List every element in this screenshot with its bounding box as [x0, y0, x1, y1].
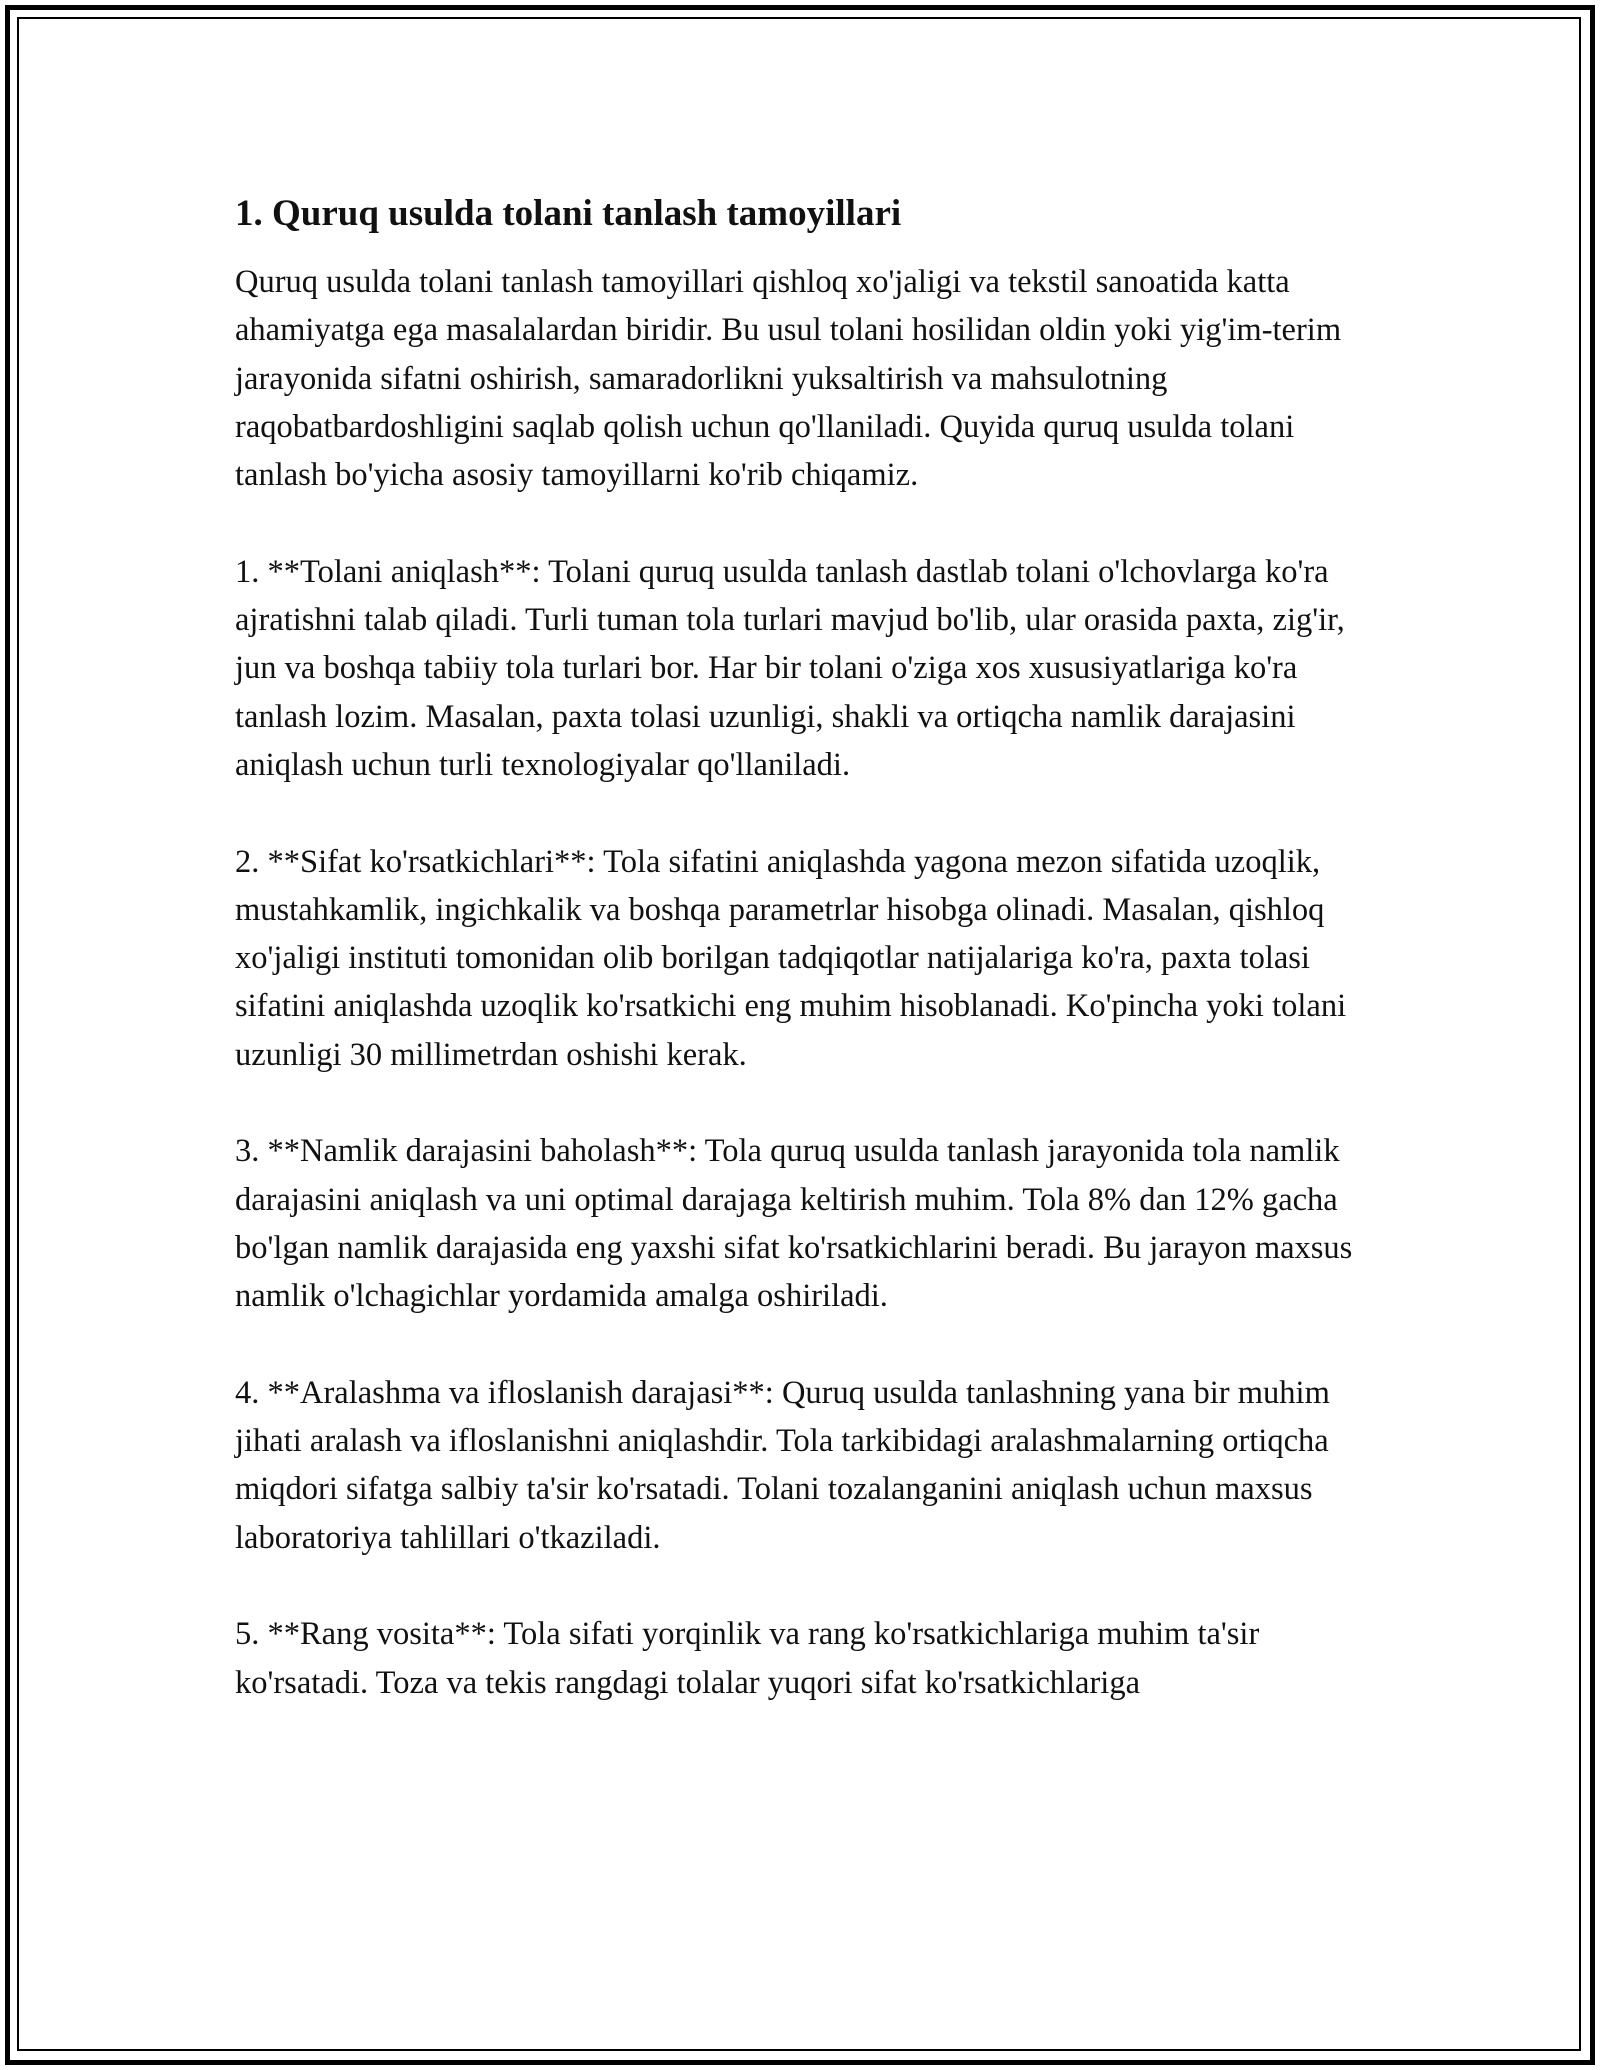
paragraph-namlik-darajasi: 3. **Namlik darajasini baholash**: Tola quruq usulda tanlash jarayonida tola namlik darajasini aniqlash va uni optimal darajaga keltirish muhim. Tola 8% dan 12% gacha bo'lgan namlik darajasida eng yaxshi sifat ko'rsatkichlarini beradi. Bu jarayon maxsus namlik o'lchagichlar yordamida amalga oshiriladi. — [235, 1133, 1353, 1315]
paragraph-rang-vosita: 5. **Rang vosita**: Tola sifati yorqinlik va rang ko'rsatkichlariga muhim ta'sir ko'rsatadi. Toza va tekis rangdagi tolalar yuqori sifat ko'rsatkichlariga — [235, 1616, 1260, 1701]
document-title: 1. Quruq usulda tolani tanlash tamoyillari — [235, 193, 902, 234]
paragraph-intro: Quruq usulda tolani tanlash tamoyillari qishloq xo'jaligi va tekstil sanoatida katta ahamiyatga ega masalalardan biridir. Bu usul tolani hosilidan oldin yoki yig'im-terim jarayonida sifatni oshirish, samaradorlikni yuksaltirish va mahsulotning raqobatbardoshligini saqlab qolish uchun qo'llaniladi. Quyida quruq usulda tolani tanlash bo'yicha asosiy tamoyillarni ko'rib chiqamiz. — [235, 264, 1342, 494]
paragraph-tolani-aniqlash: 1. **Tolani aniqlash**: Tolani quruq usulda tanlash dastlab tolani o'lchovlarga ko'ra ajratishni talab qiladi. Turli tuman tola turlari mavjud bo'lib, ular orasida paxta, zig'ir, jun va boshqa tabiiy tola turlari bor. Har bir tolani o'ziga xos xususiyatlariga ko'ra tanlash lozim. Masalan, paxta tolasi uzunligi, shakli va ortiqcha namlik darajasini aniqlash uchun turli texnologiyalar qo'llaniladi. — [235, 553, 1345, 783]
paragraph-aralashma: 4. **Aralashma va ifloslanish darajasi**: Quruq usulda tanlashning yana bir muhim jihati aralash va ifloslanishni aniqlashdir. Tola tarkibidagi aralashmalarning ortiqcha miqdori sifatga salbiy ta'sir ko'rsatadi. Tolani tozalanganini aniqlash uchun maxsus laboratoriya tahlillari o'tkaziladi. — [235, 1374, 1330, 1556]
paragraph-sifat-korsatkichlari: 2. **Sifat ko'rsatkichlari**: Tola sifatini aniqlashda yagona mezon sifatida uzoqlik, mustahkamlik, ingichkalik va boshqa parametrlar hisobga olinadi. Masalan, qishloq xo'jaligi instituti tomonidan olib borilgan tadqiqotlar natijalariga ko'ra, paxta tolasi sifatini aniqlashda uzoqlik ko'rsatkichi eng muhim hisoblanadi. Ko'pincha yoki tolani uzunligi 30 millimetrdan oshishi kerak. — [235, 843, 1347, 1073]
document-body — [235, 190, 1375, 1755]
